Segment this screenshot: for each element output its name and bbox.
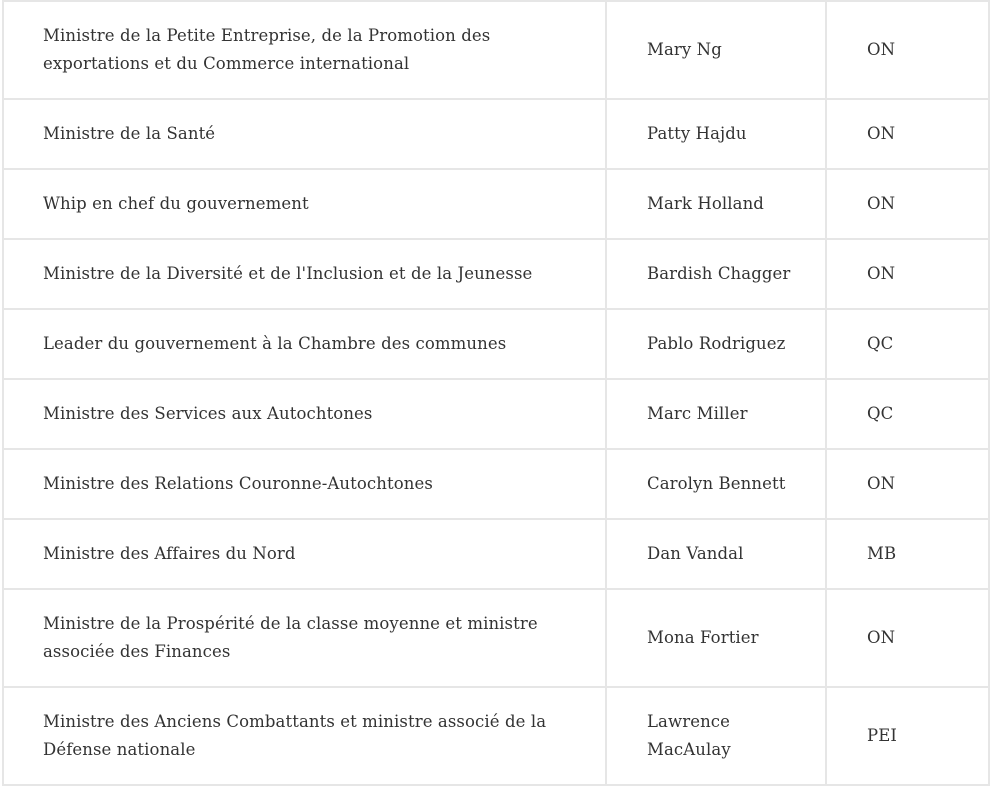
province-cell: ON <box>826 1 989 99</box>
province-cell: QC <box>826 379 989 449</box>
table-row <box>3 379 989 449</box>
table-row <box>3 239 989 309</box>
minister-name-cell: Marc Miller <box>606 379 826 449</box>
portfolio-cell: Leader du gouvernement à la Chambre des communes <box>3 309 606 379</box>
portfolio-cell: Ministre des Services aux Autochtones <box>3 379 606 449</box>
ministers-table <box>2 0 990 786</box>
province-cell: ON <box>826 449 989 519</box>
table-row <box>3 309 989 379</box>
portfolio-cell: Ministre des Affaires du Nord <box>3 519 606 589</box>
portfolio-cell: Ministre de la Diversité et de l'Inclusion et de la Jeunesse <box>3 239 606 309</box>
province-cell: ON <box>826 589 989 687</box>
minister-name-cell: Patty Hajdu <box>606 99 826 169</box>
province-cell: QC <box>826 309 989 379</box>
portfolio-cell: Ministre des Anciens Combattants et ministre associé de la Défense nationale <box>3 687 606 785</box>
minister-name-cell: Mona Fortier <box>606 589 826 687</box>
minister-name-cell: Mark Holland <box>606 169 826 239</box>
portfolio-cell: Whip en chef du gouvernement <box>3 169 606 239</box>
province-cell: PEI <box>826 687 989 785</box>
minister-name-cell: Carolyn Bennett <box>606 449 826 519</box>
portfolio-cell: Ministre de la Petite Entreprise, de la Promotion des exportations et du Commerce international <box>3 1 606 99</box>
province-cell: ON <box>826 239 989 309</box>
portfolio-cell: Ministre de la Prospérité de la classe moyenne et ministre associée des Finances <box>3 589 606 687</box>
table-row <box>3 1 989 99</box>
province-cell: ON <box>826 99 989 169</box>
minister-name-cell: Dan Vandal <box>606 519 826 589</box>
table-row <box>3 687 989 785</box>
minister-name-cell: Bardish Chagger <box>606 239 826 309</box>
minister-name-cell: Pablo Rodriguez <box>606 309 826 379</box>
table-row <box>3 449 989 519</box>
province-cell: MB <box>826 519 989 589</box>
portfolio-cell: Ministre des Relations Couronne-Autochtones <box>3 449 606 519</box>
table-row <box>3 519 989 589</box>
table-row <box>3 589 989 687</box>
portfolio-cell: Ministre de la Santé <box>3 99 606 169</box>
table-row <box>3 99 989 169</box>
province-cell: ON <box>826 169 989 239</box>
minister-name-cell: Mary Ng <box>606 1 826 99</box>
minister-name-cell: Lawrence MacAulay <box>606 687 826 785</box>
table-row <box>3 169 989 239</box>
